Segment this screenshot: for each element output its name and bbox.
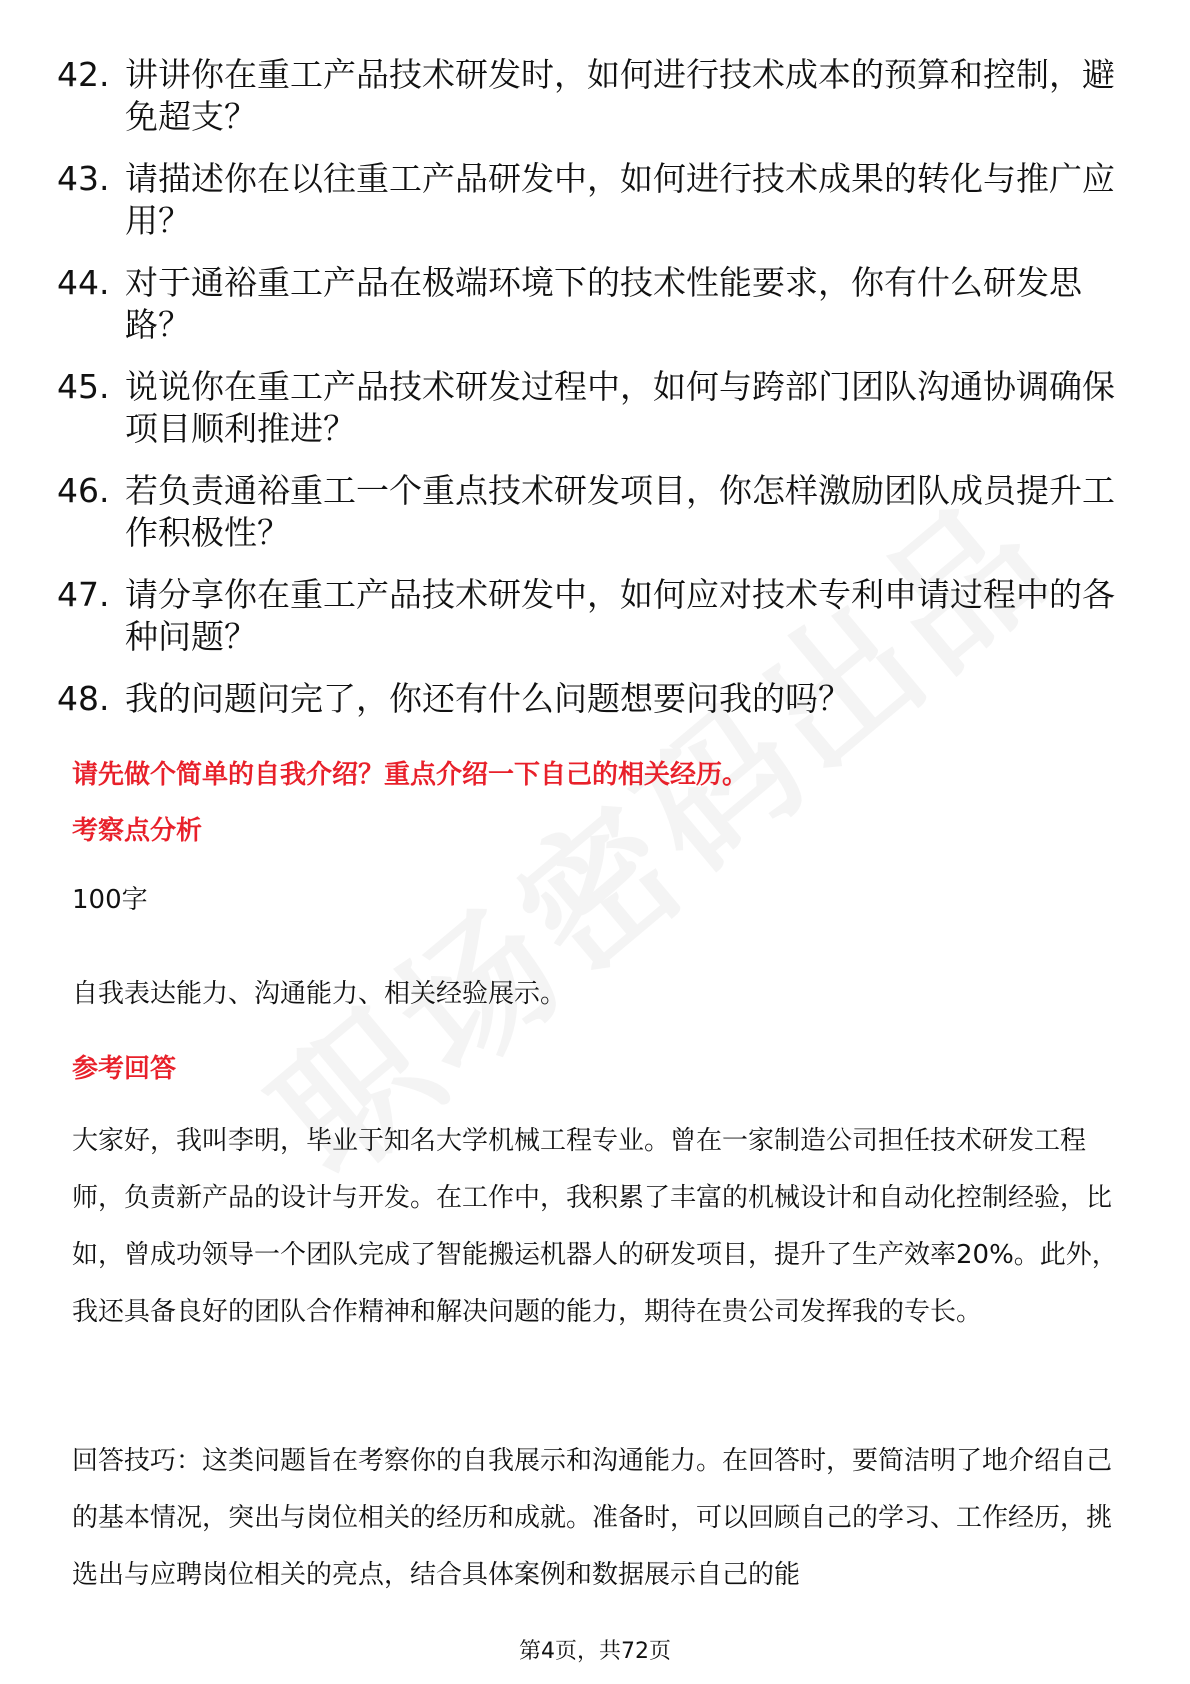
question-number: 43. <box>57 159 110 198</box>
question-number: 47. <box>57 575 110 614</box>
list-item <box>57 262 1127 346</box>
page-number: 第4页，共72页 <box>519 1639 671 1664</box>
question-text: 讲讲你在重工产品技术研发时，如何进行技术成本的预算和控制，避免超支？ <box>125 55 1115 136</box>
list-item <box>57 470 1127 554</box>
question-text: 对于通裕重工产品在极端环境下的技术性能要求，你有什么研发思路？ <box>125 263 1082 344</box>
word-count: 100字 <box>72 885 148 915</box>
featured-question-heading: 请先做个简单的自我介绍？重点介绍一下自己的相关经历。 <box>72 760 749 790</box>
analysis-text: 自我表达能力、沟通能力、相关经验展示。 <box>72 979 567 1009</box>
list-item <box>57 678 1127 720</box>
question-text: 若负责通裕重工一个重点技术研发项目，你怎样激励团队成员提升工作积极性？ <box>125 471 1115 552</box>
tips-text: 回答技巧：这类问题旨在考察你的自我展示和沟通能力。在回答时，要简洁明了地介绍自己的基本情况，突出与岗位相关的经历和成就。准备时，可以回顾自己的学习、工作经历，挑选出与应聘岗位相关的亮点，结合具体案例和数据展示自己的能 <box>72 1446 1113 1590</box>
question-number: 42. <box>57 55 110 94</box>
question-list <box>57 54 1127 740</box>
list-item <box>57 366 1127 450</box>
question-text: 请描述你在以往重工产品研发中，如何进行技术成果的转化与推广应用？ <box>125 159 1115 240</box>
list-item <box>57 574 1127 658</box>
question-number: 48. <box>57 679 110 718</box>
question-text: 说说你在重工产品技术研发过程中，如何与跨部门团队沟通协调确保项目顺利推进？ <box>125 367 1115 448</box>
list-item <box>57 158 1127 242</box>
question-text: 我的问题问完了，你还有什么问题想要问我的吗？ <box>125 679 851 718</box>
analysis-heading: 考察点分析 <box>72 816 203 846</box>
answer-heading: 参考回答 <box>72 1054 177 1084</box>
question-text: 请分享你在重工产品技术研发中，如何应对技术专利申请过程中的各种问题？ <box>125 575 1115 656</box>
question-number: 46. <box>57 471 110 510</box>
answer-text: 大家好，我叫李明，毕业于知名大学机械工程专业。曾在一家制造公司担任技术研发工程师，负责新产品的设计与开发。在工作中，我积累了丰富的机械设计和自动化控制经验，比如，曾成功领导一个团队完成了智能搬运机器人的研发项目，提升了生产效率20%。此外，我还具备良好的团队合作精神和解决问题的能力，期待在贵公司发挥我的专长。 <box>72 1126 1118 1327</box>
list-item <box>57 54 1127 138</box>
question-number: 45. <box>57 367 110 406</box>
question-number: 44. <box>57 263 110 302</box>
